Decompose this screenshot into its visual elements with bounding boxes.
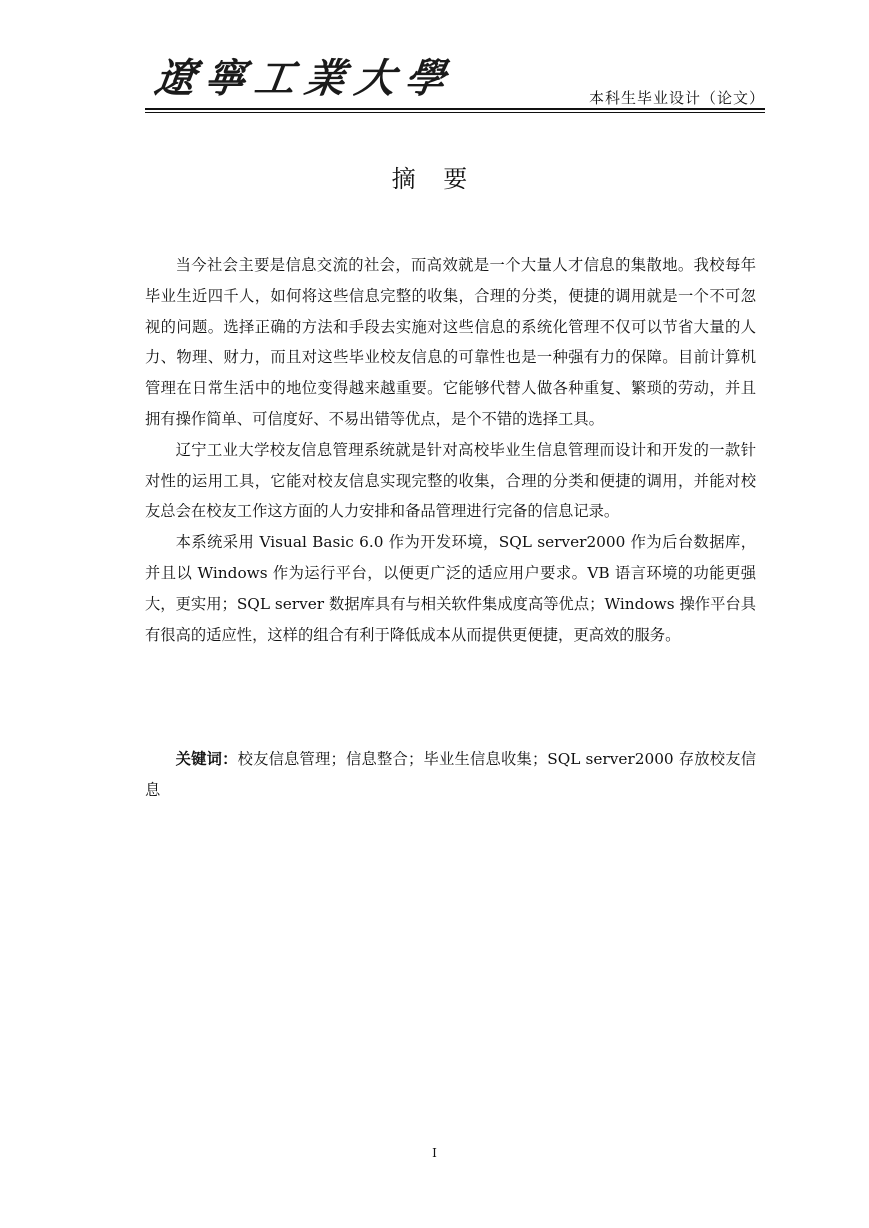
abstract-title: 摘 要 [391, 165, 478, 193]
keywords-text: 校友信息管理；信息整合；毕业生信息收集；SQL server2000 存放校友信息 [145, 750, 756, 799]
header-title: 本科生毕业设计（论文） [588, 89, 765, 107]
keywords-label: 关键词： [175, 750, 238, 768]
page-header [145, 52, 765, 114]
header-rule-thin [145, 112, 765, 113]
abstract-paragraph: 辽宁工业大学校友信息管理系统就是针对高校毕业生信息管理而设计和开发的一款针对性的运用工具，它能对校友信息实现完整的收集，合理的分类和便捷的调用，并能对校友总会在校友工作这方面的人力安排和备品管理进行完备的信息记录。 [145, 440, 756, 521]
abstract-paragraph: 本系统采用 Visual Basic 6.0 作为开发环境，SQL server2000 作为后台数据库，并且以 Windows 作为运行平台，以便更广泛的适应用户要求。VB 语言环境的功能更强大，更实用；SQL server 数据库具有与相关软件集成度高等优点；Windows 操作平台具有很高的适应性，这样的组合有利于降低成本从而提供更便捷，更高效的服务。 [145, 533, 756, 644]
abstract-body [145, 250, 756, 650]
keywords-line [145, 744, 756, 806]
abstract-paragraph: 当今社会主要是信息交流的社会，而高效就是一个大量人才信息的集散地。我校每年毕业生近四千人，如何将这些信息完整的收集，合理的分类，便捷的调用就是一个不可忽视的问题。选择正确的方法和手段去实施对这些信息的系统化管理不仅可以节省大量的人力、物理、财力，而且对这些毕业校友信息的可靠性也是一种强有力的保障。目前计算机管理在日常生活中的地位变得越来越重要。它能够代替人做各种重复、繁琐的劳动，并且拥有操作简单、可信度好、不易出错等优点，是个不错的选择工具。 [145, 256, 756, 428]
page-number: I [432, 1146, 437, 1160]
university-logo: 遼寧工業大學 [151, 55, 459, 102]
header-rule-thick [145, 108, 765, 110]
